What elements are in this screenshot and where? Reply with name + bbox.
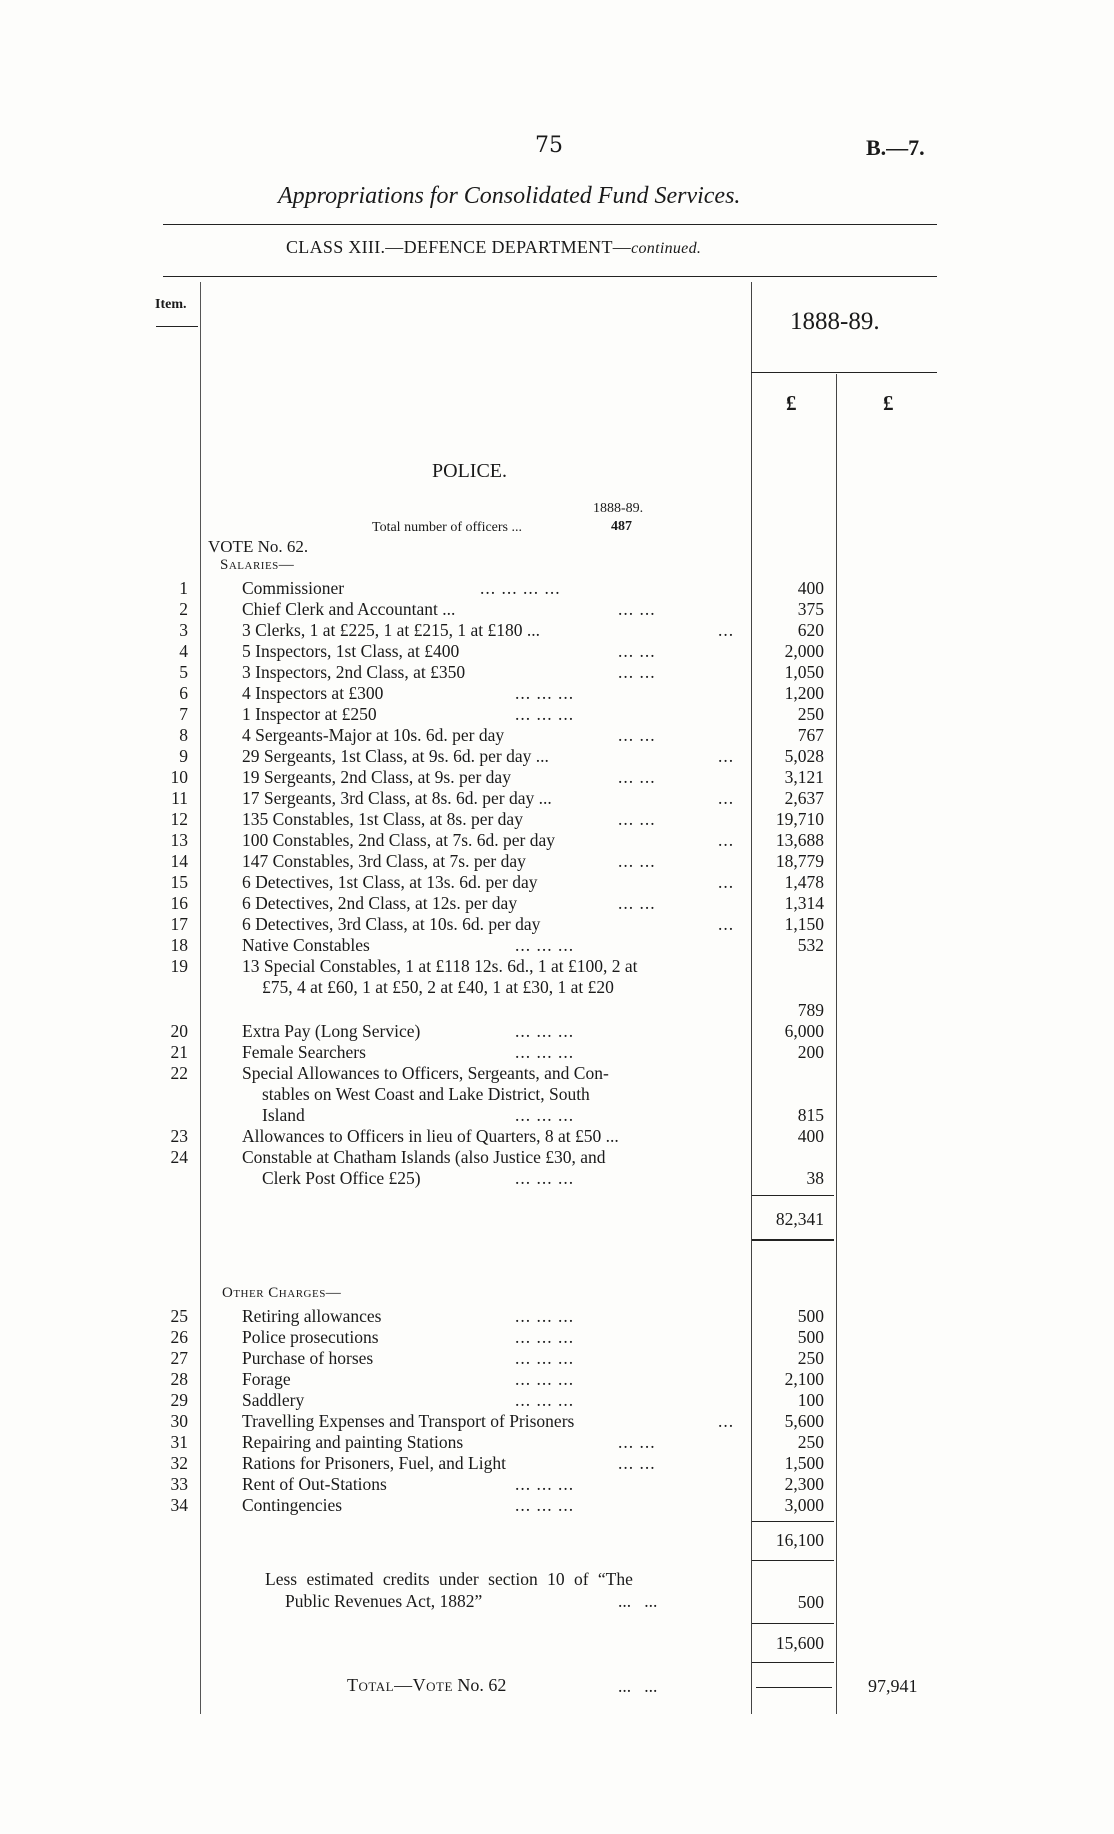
item-description: Rent of Out-Stations [242, 1474, 387, 1494]
leader-dots: ... [718, 1411, 735, 1431]
item-description: 19 Sergeants, 2nd Class, at 9s. per day [242, 767, 511, 787]
item-description-continued: £75, 4 at £60, 1 at £50, 2 at £40, 1 at £30, 1 at £20 [262, 977, 614, 997]
item-description: 5 Inspectors, 1st Class, at £400 [242, 641, 460, 661]
item-amount: 1,500 [784, 1453, 824, 1473]
item-amount: 200 [797, 1042, 824, 1062]
item-amount: 38 [806, 1168, 824, 1188]
item-description: Chief Clerk and Accountant ... [242, 599, 456, 619]
item-description: 4 Inspectors at £300 [242, 683, 384, 703]
item-number: 16 [170, 893, 188, 913]
leader-dots: ... ... ... [515, 935, 575, 955]
table-row [0, 1306, 1114, 1327]
item-amount: 2,100 [784, 1369, 824, 1389]
class-title: CLASS XIII.—DEFENCE DEPARTMENT—continued. [286, 237, 702, 257]
table-row [0, 1495, 1114, 1516]
leader-dots: ... ... [618, 599, 656, 619]
item-number: 27 [170, 1348, 188, 1368]
class-rule [163, 276, 937, 277]
table-row [0, 1348, 1114, 1369]
item-number: 2 [179, 599, 188, 619]
table-row-continuation [0, 977, 1114, 998]
leader-dots: ... [718, 830, 735, 850]
item-description: Purchase of horses [242, 1348, 374, 1368]
leader-dots: ... ... [618, 1432, 656, 1452]
item-description: Retiring allowances [242, 1306, 382, 1326]
item-number: 24 [170, 1147, 188, 1167]
item-description: 147 Constables, 3rd Class, at 7s. per day [242, 851, 526, 871]
credits-amount: 500 [797, 1592, 824, 1612]
item-amount: 375 [797, 599, 824, 619]
officers-total-label: Total number of officers ... [372, 520, 522, 535]
item-amount: 6,000 [784, 1021, 824, 1041]
item-column-header: Item. [155, 297, 187, 312]
item-description: 17 Sergeants, 3rd Class, at 8s. 6d. per day ... [242, 788, 552, 808]
table-row [0, 1042, 1114, 1063]
total-dots: ... ... [618, 1676, 658, 1696]
table-row [0, 662, 1114, 683]
item-amount: 250 [797, 1432, 824, 1452]
table-row [0, 1411, 1114, 1432]
leader-dots: ... ... ... [515, 704, 575, 724]
year-header-rule [751, 372, 937, 373]
item-number: 7 [179, 704, 188, 724]
item-number: 19 [170, 956, 188, 976]
leader-dots: ... ... ... [515, 1021, 575, 1041]
item-description: 3 Clerks, 1 at £225, 1 at £215, 1 at £180 ... [242, 620, 540, 640]
salaries-subtotal-rule [752, 1239, 834, 1241]
item-amount: 500 [797, 1306, 824, 1326]
item-number: 25 [170, 1306, 188, 1326]
item-amount: 19,710 [775, 809, 824, 829]
table-row [0, 893, 1114, 914]
item-number: 12 [170, 809, 188, 829]
item-amount: 815 [797, 1105, 824, 1125]
section-title: POLICE. [432, 460, 507, 482]
leader-dots: ... ... ... [515, 1474, 575, 1494]
leader-dots: ... [718, 914, 735, 934]
item-description: Repairing and painting Stations [242, 1432, 464, 1452]
item-description: Contingencies [242, 1495, 343, 1515]
item-amount: 1,150 [784, 914, 824, 934]
item-description: 135 Constables, 1st Class, at 8s. per day [242, 809, 523, 829]
total-amount: 97,941 [868, 1676, 918, 1696]
item-description: 100 Constables, 2nd Class, at 7s. 6d. per day [242, 830, 556, 850]
item-description: Native Constables [242, 935, 370, 955]
table-row [0, 1126, 1114, 1147]
item-number: 5 [179, 662, 188, 682]
table-row-amount [0, 1000, 1114, 1021]
item-amount: 1,314 [784, 893, 824, 913]
item-number: 34 [170, 1495, 188, 1515]
other-charges-total-rule [752, 1521, 834, 1522]
item-amount: 789 [797, 1000, 824, 1020]
item-amount: 2,637 [784, 788, 824, 808]
item-number: 32 [170, 1453, 188, 1473]
leader-dots: ... ... ... [515, 1105, 575, 1125]
item-description: Rations for Prisoners, Fuel, and Light [242, 1453, 506, 1473]
table-row [0, 683, 1114, 704]
table-row [0, 956, 1114, 977]
item-description: Constable at Chatham Islands (also Justice £30, and [242, 1147, 606, 1167]
item-description: 4 Sergeants-Major at 10s. 6d. per day [242, 725, 505, 745]
item-number: 33 [170, 1474, 188, 1494]
leader-dots: ... ... ... [515, 1327, 575, 1347]
item-amount: 2,300 [784, 1474, 824, 1494]
table-row [0, 599, 1114, 620]
item-amount: 5,028 [784, 746, 824, 766]
table-row [0, 704, 1114, 725]
table-row [0, 1021, 1114, 1042]
year-column-header: 1888-89. [790, 308, 880, 335]
item-header-underline [156, 326, 198, 327]
item-amount: 100 [797, 1390, 824, 1410]
total-label: Total—Vote No. 62 [347, 1675, 507, 1695]
leader-dots: ... [718, 788, 735, 808]
other-charges-net: 15,600 [775, 1633, 824, 1653]
item-description: Special Allowances to Officers, Sergeants, and Con- [242, 1063, 609, 1083]
item-number: 31 [170, 1432, 188, 1452]
item-description: 1 Inspector at £250 [242, 704, 377, 724]
total-dash-rule [756, 1687, 832, 1688]
item-number: 6 [179, 683, 188, 703]
item-number: 21 [170, 1042, 188, 1062]
leader-dots: ... ... ... ... [480, 578, 561, 598]
other-charges-heading: Other Charges— [222, 1285, 342, 1301]
item-description: Extra Pay (Long Service) [242, 1021, 421, 1041]
other-charges-subtotal-rule [752, 1560, 834, 1561]
table-row [0, 830, 1114, 851]
item-amount: 532 [797, 935, 824, 955]
table-row [0, 620, 1114, 641]
leader-dots: ... ... ... [515, 683, 575, 703]
table-row [0, 641, 1114, 662]
other-charges-subtotal: 16,100 [775, 1530, 824, 1550]
officers-year: 1888-89. [593, 501, 644, 516]
leader-dots: ... ... ... [515, 1369, 575, 1389]
salaries-total-rule [752, 1195, 834, 1196]
leader-dots: ... ... ... [515, 1495, 575, 1515]
table-row [0, 1390, 1114, 1411]
table-row [0, 851, 1114, 872]
document-code: B.—7. [866, 135, 925, 160]
item-description: 6 Detectives, 2nd Class, at 12s. per day [242, 893, 518, 913]
item-amount: 2,000 [784, 641, 824, 661]
table-row [0, 746, 1114, 767]
table-row [0, 872, 1114, 893]
item-description: Allowances to Officers in lieu of Quarters, 8 at £50 ... [242, 1126, 619, 1146]
item-description: Travelling Expenses and Transport of Prisoners [242, 1411, 575, 1431]
item-description: Commissioner [242, 578, 345, 598]
item-amount: 1,050 [784, 662, 824, 682]
salaries-subtotal: 82,341 [775, 1209, 824, 1229]
item-number: 26 [170, 1327, 188, 1347]
item-amount: 250 [797, 704, 824, 724]
table-row [0, 1147, 1114, 1168]
item-description: 6 Detectives, 3rd Class, at 10s. 6d. per day [242, 914, 541, 934]
item-description: Saddlery [242, 1390, 305, 1410]
item-number: 29 [170, 1390, 188, 1410]
item-description: 29 Sergeants, 1st Class, at 9s. 6d. per day ... [242, 746, 549, 766]
item-amount: 500 [797, 1327, 824, 1347]
item-number: 22 [170, 1063, 188, 1083]
leader-dots: ... ... [618, 641, 656, 661]
item-number: 18 [170, 935, 188, 955]
currency-symbol-items: £ [786, 391, 797, 415]
leader-dots: ... ... [618, 725, 656, 745]
table-row [0, 767, 1114, 788]
table-row [0, 1432, 1114, 1453]
table-row [0, 1453, 1114, 1474]
item-description-continued: stables on West Coast and Lake District, South [262, 1084, 590, 1104]
item-amount: 1,478 [784, 872, 824, 892]
item-number: 15 [170, 872, 188, 892]
leader-dots: ... ... [618, 1453, 656, 1473]
table-row [0, 1369, 1114, 1390]
item-description: 13 Special Constables, 1 at £118 12s. 6d., 1 at £100, 2 at [242, 956, 638, 976]
item-amount: 1,200 [784, 683, 824, 703]
item-number: 14 [170, 851, 188, 871]
leader-dots: ... ... ... [515, 1390, 575, 1410]
item-amount: 13,688 [775, 830, 824, 850]
credits-rule [752, 1623, 834, 1624]
item-number: 13 [170, 830, 188, 850]
table-row [0, 725, 1114, 746]
item-description-continued: Island [262, 1105, 305, 1125]
page-title: Appropriations for Consolidated Fund Services. [278, 183, 741, 209]
item-amount: 400 [797, 578, 824, 598]
item-description: 3 Inspectors, 2nd Class, at £350 [242, 662, 466, 682]
table-row [0, 935, 1114, 956]
item-number: 1 [179, 578, 188, 598]
page-number: 75 [535, 133, 563, 158]
table-row-continuation [0, 1084, 1114, 1105]
table-row [0, 1327, 1114, 1348]
table-row [0, 578, 1114, 599]
leader-dots: ... ... [618, 851, 656, 871]
table-row [0, 1063, 1114, 1084]
net-rule [752, 1662, 834, 1663]
item-number: 20 [170, 1021, 188, 1041]
item-number: 28 [170, 1369, 188, 1389]
leader-dots: ... ... ... [515, 1306, 575, 1326]
item-number: 23 [170, 1126, 188, 1146]
item-number: 11 [171, 788, 188, 808]
table-row [0, 788, 1114, 809]
table-row-continuation [0, 1105, 1114, 1126]
credits-dots: ... ... [618, 1591, 658, 1611]
officers-total-value: 487 [611, 519, 632, 534]
item-number: 30 [170, 1411, 188, 1431]
leader-dots: ... ... [618, 767, 656, 787]
table-row [0, 1474, 1114, 1495]
item-number: 3 [179, 620, 188, 640]
item-amount: 620 [797, 620, 824, 640]
item-amount: 3,121 [784, 767, 824, 787]
credits-line-1: Less estimated credits under section 10 of “The [265, 1569, 633, 1589]
item-number: 10 [170, 767, 188, 787]
item-number: 4 [179, 641, 188, 661]
item-amount: 250 [797, 1348, 824, 1368]
item-description: Forage [242, 1369, 291, 1389]
leader-dots: ... ... [618, 662, 656, 682]
leader-dots: ... [718, 620, 735, 640]
item-description-continued: Clerk Post Office £25) [262, 1168, 421, 1188]
item-amount: 18,779 [775, 851, 824, 871]
leader-dots: ... ... [618, 809, 656, 829]
item-amount: 767 [797, 725, 824, 745]
table-row [0, 809, 1114, 830]
item-description: 6 Detectives, 1st Class, at 13s. 6d. per day [242, 872, 538, 892]
leader-dots: ... ... ... [515, 1168, 575, 1188]
currency-symbol-totals: £ [883, 391, 894, 415]
item-number: 17 [170, 914, 188, 934]
salaries-heading: Salaries— [220, 557, 295, 573]
table-row [0, 914, 1114, 935]
item-number: 9 [179, 746, 188, 766]
table-row-continuation [0, 1168, 1114, 1189]
leader-dots: ... [718, 746, 735, 766]
item-description: Female Searchers [242, 1042, 366, 1062]
title-rule [163, 224, 937, 225]
leader-dots: ... ... ... [515, 1348, 575, 1368]
leader-dots: ... [718, 872, 735, 892]
item-amount: 3,000 [784, 1495, 824, 1515]
item-amount: 5,600 [784, 1411, 824, 1431]
vote-title: VOTE No. 62. [208, 537, 309, 556]
leader-dots: ... ... [618, 893, 656, 913]
item-number: 8 [179, 725, 188, 745]
credits-line-2: Public Revenues Act, 1882” [285, 1591, 483, 1611]
leader-dots: ... ... ... [515, 1042, 575, 1062]
item-description: Police prosecutions [242, 1327, 379, 1347]
item-amount: 400 [797, 1126, 824, 1146]
